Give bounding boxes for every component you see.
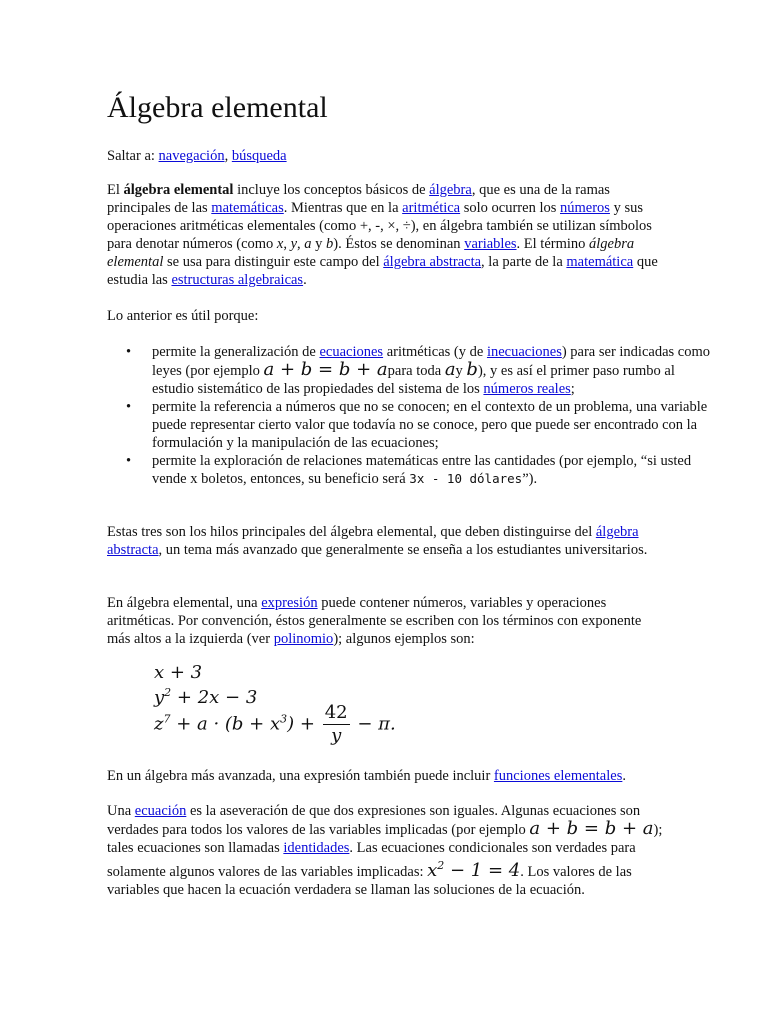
math-variable: a bbox=[444, 359, 456, 380]
link-funciones-elementales[interactable]: funciones elementales bbox=[493, 768, 623, 784]
link-algebra-abstracta[interactable]: álgebra abstracta bbox=[383, 254, 482, 270]
link-polinomio[interactable]: polinomio bbox=[273, 631, 334, 647]
math-formula: 3x - 10 dólares bbox=[409, 471, 523, 486]
link-busqueda[interactable]: búsqueda bbox=[231, 148, 287, 164]
equation-2: $y^2 + 2x - 3$ bbox=[154, 686, 258, 708]
link-matematicas[interactable]: matemáticas bbox=[211, 200, 284, 216]
link-matematica[interactable]: matemática bbox=[566, 254, 634, 270]
list-item: • permite la generalización de ecuaciones aritméticas (y de inecuaciones) para ser indicadas como leyes (por ejemplo a + b = b + apara toda ay b), y es así el primer paso rumbo al estudio sistemático de las propiedades del sistema de los números reales; bbox=[126, 344, 711, 397]
paragraph-lo-anterior: Lo anterior es útil porque: bbox=[107, 308, 259, 324]
link-identidades[interactable]: identidades bbox=[283, 840, 350, 856]
link-navegacion[interactable]: navegación bbox=[158, 148, 225, 164]
link-ecuacion[interactable]: ecuación bbox=[134, 803, 187, 819]
fraction: $\frac{42}{y}$ bbox=[324, 702, 348, 746]
jump-links: Saltar a: navegación, búsqueda bbox=[107, 148, 287, 164]
bullet-icon: • bbox=[126, 453, 132, 469]
bullet-icon: • bbox=[126, 399, 132, 415]
paragraph-ecuacion: Una ecuación es la aseveración de que dos expresiones son iguales. Algunas ecuaciones son verdades para todos los valores de las variables implicadas (por ejemplo a + b = b + a); tales ecuaciones son llamadas identidades. Las ecuaciones condicionales son verdades para solamente algunos valores de las variables implicadas: $x^2 - 1 = 4$. Los valores de las variables que hacen la ecuación verdadera se llaman las soluciones de la ecuación. bbox=[107, 803, 663, 898]
math-variable: b bbox=[466, 359, 478, 380]
equation-1: x + 3 bbox=[154, 662, 203, 683]
link-estructuras-algebraicas[interactable]: estructuras algebraicas bbox=[171, 272, 304, 288]
page-title: Álgebra elemental bbox=[107, 91, 328, 124]
uses-list bbox=[107, 343, 712, 488]
paragraph-avanzada: En un álgebra más avanzada, una expresión también puede incluir funciones elementales. bbox=[107, 768, 626, 784]
link-numeros[interactable]: números bbox=[560, 200, 610, 216]
link-expresion[interactable]: expresión bbox=[261, 595, 318, 611]
paragraph-expresion: En álgebra elemental, una expresión puede contener números, variables y operaciones aritméticas. Por convención, éstos generalmente se escriben con los términos con exponente más altos a la izquierda (ver polinomio); algunos ejemplos son: bbox=[107, 595, 642, 647]
paragraph-hilos: Estas tres son los hilos principales del álgebra elemental, que deben distinguirse del álgebra abstracta, un tema más avanzado que generalmente se enseña a los estudiantes universitarios. bbox=[107, 524, 648, 558]
bullet-icon: • bbox=[126, 344, 132, 360]
list-item: • permite la referencia a números que no se conocen; en el contexto de un problema, una variable puede representar cierto valor que todavía no se conoce, pero que puede ser encontrado con la formulación y la manipulación de las ecuaciones; bbox=[126, 399, 708, 451]
link-inecuaciones[interactable]: inecuaciones bbox=[486, 344, 562, 360]
link-numeros-reales[interactable]: números reales bbox=[483, 381, 571, 397]
math-formula: $x^2 - 1 = 4$ bbox=[427, 859, 521, 881]
link-algebra[interactable]: álgebra bbox=[429, 182, 472, 198]
link-variables[interactable]: variables bbox=[464, 236, 517, 252]
link-ecuaciones[interactable]: ecuaciones bbox=[319, 344, 384, 360]
list-item: • permite la exploración de relaciones matemáticas entre las cantidades (por ejemplo, “si usted vende x boletos, entonces, su beneficio será 3x - 10 dólares”). bbox=[126, 453, 692, 487]
math-formula: a + b = b + a bbox=[529, 818, 654, 839]
math-formula: a + b = b + a bbox=[263, 359, 388, 380]
link-aritmetica[interactable]: aritmética bbox=[402, 200, 461, 216]
link-algebra-abstracta[interactable]: álgebra abstracta bbox=[107, 524, 639, 558]
intro-paragraph: El álgebra elemental incluye los conceptos básicos de álgebra, que es una de la ramas principales de las matemáticas. Mientras que en la aritmética solo ocurren los números y sus operaciones aritméticas elementales (como +, -, ×, ÷), en álgebra también se utilizan símbolos para denotar números (como x, y, a y b). Éstos se denominan variables. El término álgebra elemental se usa para distinguir este campo del álgebra abstracta, la parte de la matemática que estudia las estructuras algebraicas. bbox=[107, 182, 658, 288]
equation-3: $z^7 + a \cdot (b + x^3)$ + $\frac{42}{y}$ − π. bbox=[154, 702, 396, 746]
